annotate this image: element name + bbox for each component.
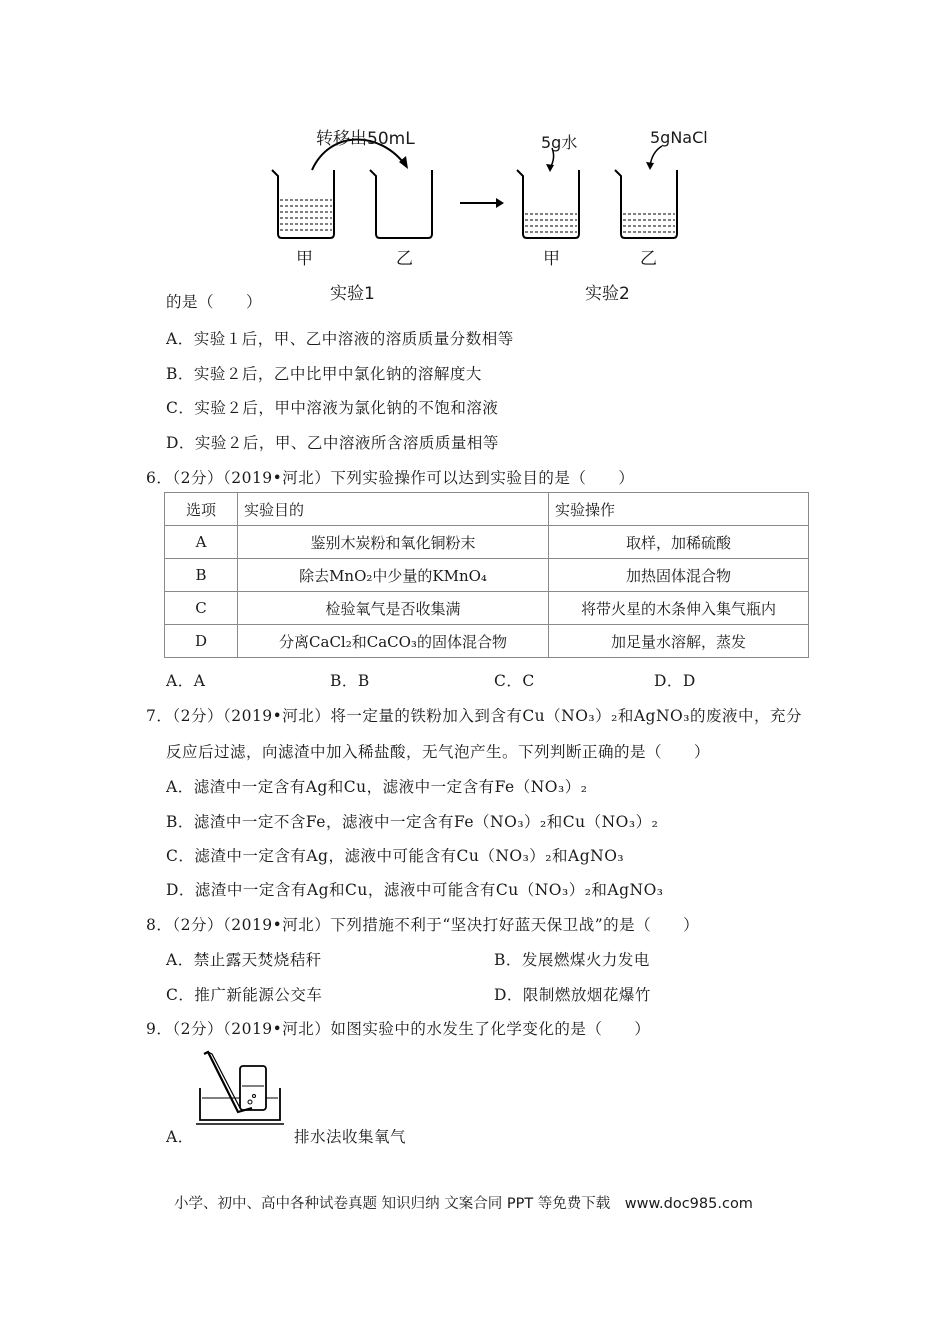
beaker-jia-2 [517,148,579,238]
transfer-label: 转移出50mL [316,129,415,149]
table-row [165,625,809,658]
q7-option-a: A．滤渣中一定含有Ag和Cu，滤液中一定含有Fe（NO₃）₂ [166,778,588,796]
beaker-label-yi-1: 乙 [396,249,413,269]
q6-option-a: A．A [166,672,206,690]
water-collection-figure [194,1050,286,1130]
table-cell: 检验氧气是否收集满 [238,592,549,625]
table-cell: 加足量水溶解，蒸发 [549,625,809,658]
q5-option-d: D．实验２后，甲、乙中溶液所含溶质质量相等 [166,434,499,452]
header-cell: 实验操作 [549,493,809,526]
table-cell: D [165,625,238,658]
page-footer: 小学、初中、高中各种试卷真题 知识归纳 文案合同 PPT 等免费下载 www.doc985.com [174,1196,753,1212]
table-cell: 加热固体混合物 [549,559,809,592]
beaker-jia-1 [272,170,334,238]
experiment-1-label: 实验1 [330,284,375,304]
beaker-label-jia-2: 甲 [543,249,560,269]
table-cell: C [165,592,238,625]
beaker-label-yi-2: 乙 [640,249,657,269]
q7-option-b: B．滤渣中一定不含Fe，滤液中一定含有Fe（NO₃）₂和Cu（NO₃）₂ [166,813,659,831]
q8-option-a: A．禁止露天焚烧秸秆 [166,951,322,969]
table-row [165,526,809,559]
table-cell: 取样，加稀硫酸 [549,526,809,559]
q6-stem: 6．（2分）（2019•河北）下列实验操作可以达到实验目的是（ ） [146,469,635,487]
q5-stem-tail: 的是（ ） [166,293,263,311]
q5-option-a: A．实验１后，甲、乙中溶液的溶质质量分数相等 [166,330,514,348]
q7-stem-line1: 7．（2分）（2019•河北）将一定量的铁粉加入到含有Cu（NO₃）₂和AgNO₃的废液中，充分 [146,707,802,725]
q8-option-c: C．推广新能源公交车 [166,986,323,1004]
q8-option-b: B．发展燃煤火力发电 [494,951,650,969]
q5-option-c: C．实验２后，甲中溶液为氯化钠的不饱和溶液 [166,399,499,417]
q9-option-a-letter: A． [166,1128,194,1146]
q8-option-d: D．限制燃放烟花爆竹 [494,986,651,1004]
table-cell: A [165,526,238,559]
table-row [165,592,809,625]
beaker-yi-2 [615,146,677,238]
nacl-label: 5gNaCl [650,128,708,147]
table-cell: B [165,559,238,592]
q7-option-c: C．滤渣中一定含有Ag，滤液中可能含有Cu（NO₃）₂和AgNO₃ [166,847,625,865]
table-cell: 鉴别木炭粉和氧化铜粉末 [238,526,549,559]
q7-option-d: D．滤渣中一定含有Ag和Cu，滤液中可能含有Cu（NO₃）₂和AgNO₃ [166,881,664,899]
experiment-table [164,492,809,658]
q9-option-a-caption: 排水法收集氧气 [294,1128,407,1146]
q6-option-d: D．D [654,672,696,690]
table-cell: 除去MnO₂中少量的KMnO₄ [238,559,549,592]
beaker-label-jia-1: 甲 [296,249,313,269]
water-label: 5g水 [541,133,578,152]
q7-stem-line2: 反应后过滤，向滤渣中加入稀盐酸，无气泡产生。下列判断正确的是（ ） [166,743,711,761]
beaker-yi-1 [370,170,432,238]
table-cell: 将带火星的木条伸入集气瓶内 [549,592,809,625]
q6-option-c: C．C [494,672,535,690]
q9-stem: 9．（2分）（2019•河北）如图实验中的水发生了化学变化的是（ ） [146,1020,651,1038]
header-cell: 选项 [165,493,238,526]
table-row [165,559,809,592]
experiment-2-label: 实验2 [585,284,630,304]
table-header-row [165,493,809,526]
q8-stem: 8．（2分）（2019•河北）下列措施不利于“坚决打好蓝天保卫战”的是（ ） [146,916,700,934]
table-cell: 分离CaCl₂和CaCO₃的固体混合物 [238,625,549,658]
q6-option-b: B．B [330,672,370,690]
header-cell: 实验目的 [238,493,549,526]
q5-option-b: B．实验２后，乙中比甲中氯化钠的溶解度大 [166,365,482,383]
